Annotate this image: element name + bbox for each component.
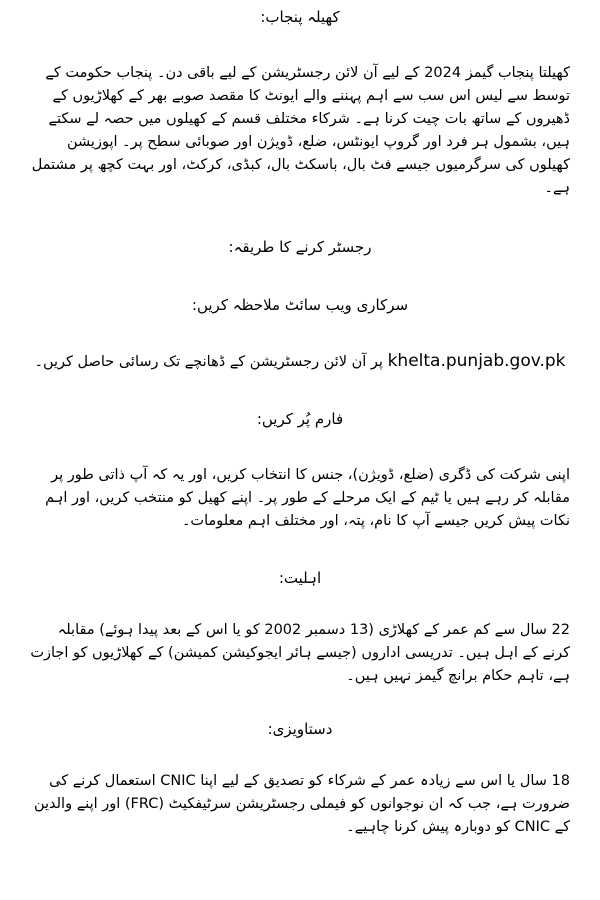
spacer [30, 28, 570, 62]
visit-paragraph [30, 350, 570, 374]
section-heading-fill-form: فارم پُر کریں: [256, 410, 344, 428]
section-heading-documents: دستاویزی: [267, 720, 333, 738]
spacer [30, 688, 570, 718]
spacer [30, 533, 570, 567]
section-heading-visit-website: سرکاری ویب سائٹ ملاحظہ کریں: [191, 296, 409, 314]
eligibility-paragraph: 22 سال سے کم عمر کے کھلاڑی (13 دسمبر 2002 کو یا اس کے بعد پیدا ہوئے) مقابلہ کرنے کے اہل ہیں۔ تدریسی اداروں (جیسے ہائر ایجوکیشن کمیشن) کے کھلاڑیوں کو اجازت ہے، تاہم حکام برانچ گیمز نہیں ہیں۔ [30, 622, 570, 684]
spacer [30, 200, 570, 236]
section-heading-eligibility: اہلیت: [278, 569, 322, 587]
documents-paragraph: 18 سال یا اس سے زیادہ عمر کے شرکاء کو تصدیق کے لیے اپنا CNIC استعمال کرنے کی ضرورت ہے، جب کہ ان نوجوانوں کو فیملی رجسٹریشن سرٹیفکیٹ (FRC) اور اپنے والدین کے CNIC کو دوبارہ پیش کرنا چاہیے۔ [33, 773, 570, 835]
section-heading-how-to-register: رجسٹر کرنے کا طریقہ: [228, 238, 372, 256]
spacer [30, 740, 570, 770]
visit-text: پر آن لائن رجسٹریشن کے ڈھانچے تک رسائی حاصل کریں۔ [34, 354, 383, 370]
spacer [30, 430, 570, 464]
spacer [30, 316, 570, 350]
website-link[interactable]: khelta.punjab.gov.pk [387, 351, 566, 371]
spacer [30, 258, 570, 294]
spacer [30, 589, 570, 619]
spacer [30, 374, 570, 408]
intro-paragraph: کھیلتا پنجاب گیمز 2024 کے لیے آن لائن رجسٹریشن کے لیے باقی دن۔ پنجاب حکومت کے توسط سے لیس اس سب سے اہم پہننے والے ایونٹ کا مقصد صوبے بھر کے کھلاڑیوں کے ڈھیروں کے ساتھ بات چیت کرنا ہے۔ شرکاء مختلف قسم کے کھیلوں میں حصہ لے سکتے ہیں، بشمول ہر فرد اور گروپ ایونٹس، ضلع، ڈویژن اور صوبائی سطح پر۔ اپوزیشن کھیلوں کی سرگرمیوں جیسے فٹ بال، باسکٹ بال، کبڈی، کرکٹ، اور بہت کچھ پر مشتمل ہے۔ [31, 65, 570, 196]
page-title: کھیلہ پنجاب: [260, 8, 340, 26]
form-paragraph: اپنی شرکت کی ڈگری (ضلع، ڈویژن)، جنس کا انتخاب کریں، اور یہ کہ آپ ذاتی طور پر مقابلہ کر رہے ہیں یا ٹیم کے ایک مرحلے کے طور پر۔ اپنے کھیل کو منتخب کریں، اور اہم نکات پیش کریں جیسے آپ کا نام، پتہ، اور مختلف اہم معلومات۔ [45, 467, 570, 529]
